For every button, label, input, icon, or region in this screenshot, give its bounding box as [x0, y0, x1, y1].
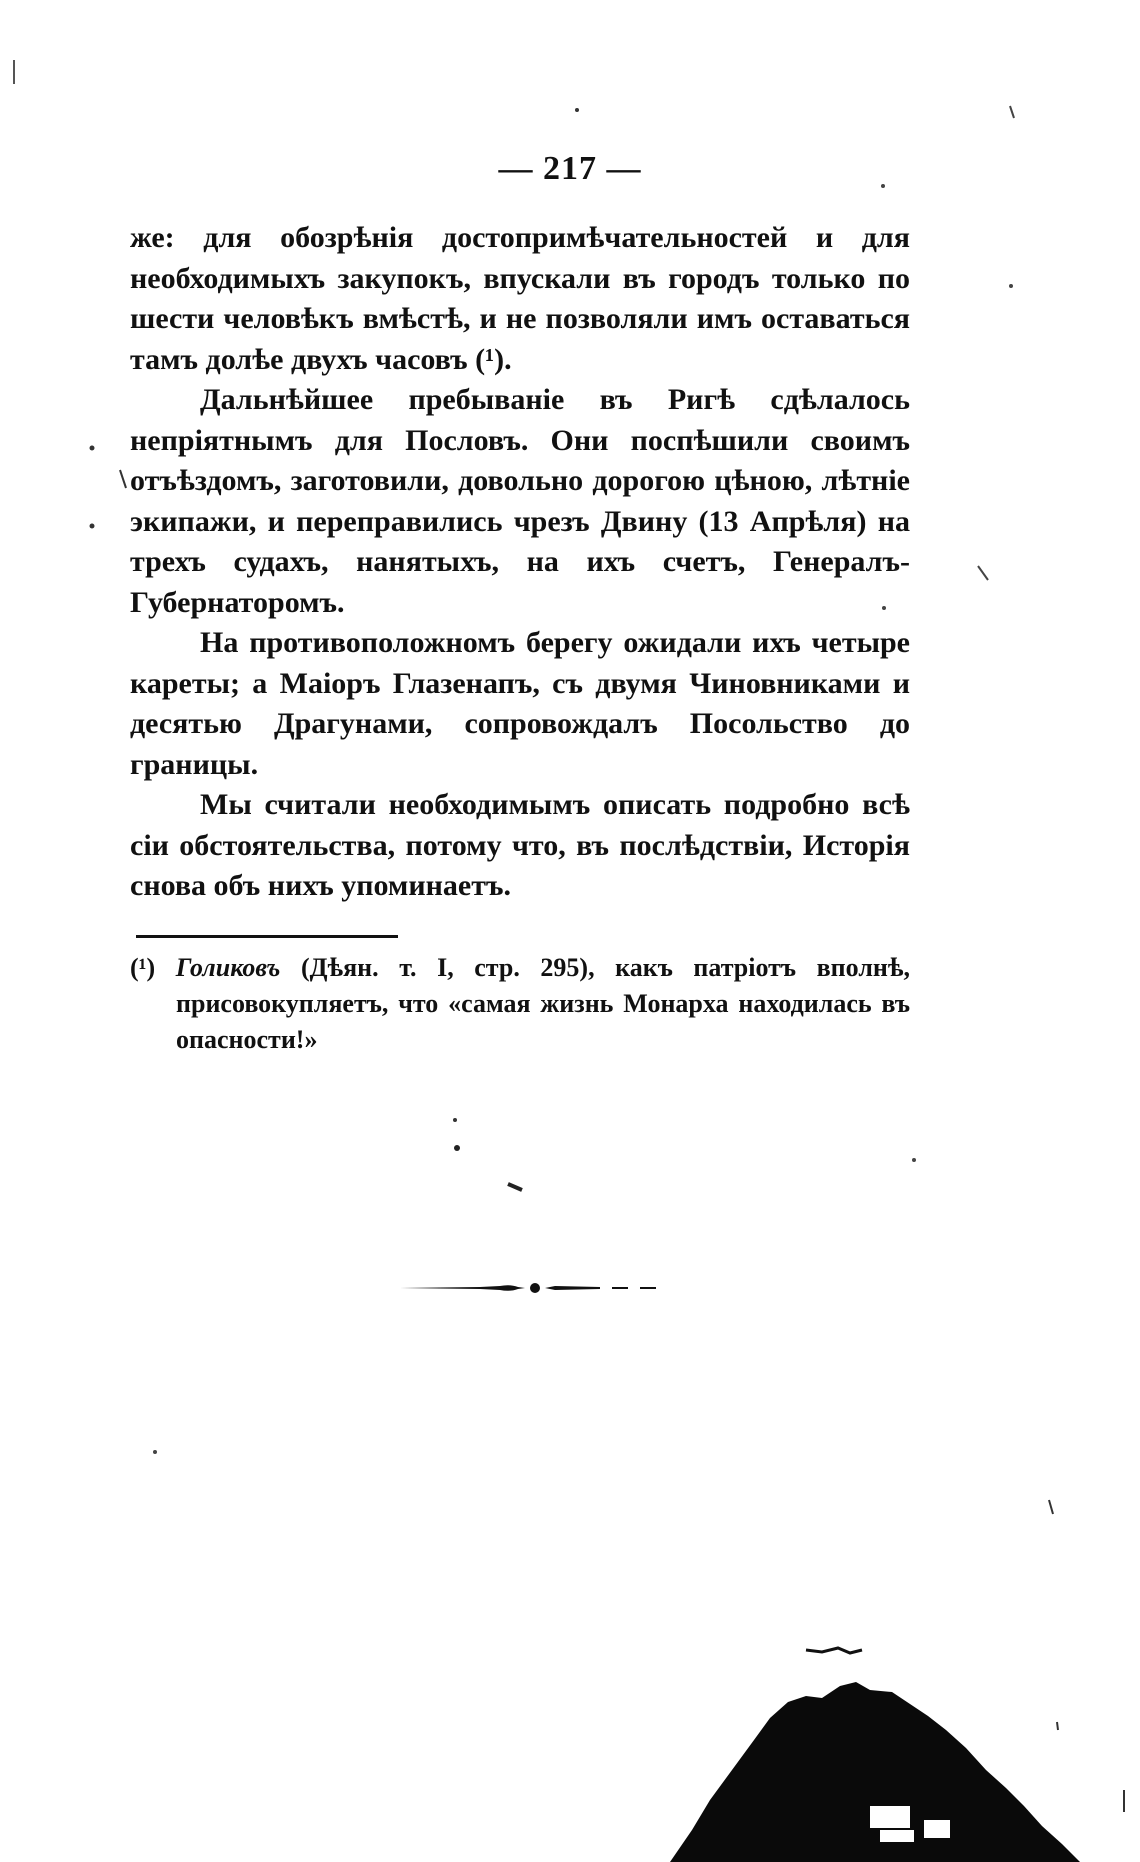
paragraph-4: Мы считали необходимымъ описать подробно всѣ сіи обстоятельства, потому что, въ послѣдствіи, Исторія снова объ нихъ упоминаетъ.	[130, 788, 910, 902]
ink-blot	[670, 1630, 1140, 1862]
paragraph-3: На противоположномъ берегу ожидали ихъ четыре кареты; а Маіоръ Глазенапъ, съ двумя Чиновниками и десятью Драгунами, сопровождалъ Посольство до границы.	[130, 626, 910, 781]
footnote-author: Голиковъ	[175, 953, 281, 982]
footnote-rule	[136, 935, 398, 938]
page-number: — 217 —	[498, 150, 642, 187]
paragraph-2: Дальнѣйшее пребываніе въ Ригѣ сдѣлалось непріятнымъ для Пословъ. Они поспѣшили своимъ отъѣздомъ, заготовили, довольно дорогою цѣною, лѣтніе экипажи, и переправились чрезъ Двину (13 Апрѣля) на трехъ судахъ, нанятыхъ, на ихъ счетъ, Генералъ-Губернаторомъ.	[130, 383, 910, 619]
tailpiece-ornament	[400, 1276, 680, 1300]
footnote-marker: (¹)	[130, 953, 156, 982]
footnote-text: (Дѣян. т. I, стр. 295), какъ патріотъ вполнѣ, присовокупляетъ, что «самая жизнь Монарха находилась въ опасности!»	[176, 953, 910, 1054]
paragraph-1: же: для обозрѣнія достопримѣчательностей и для необходимыхъ закупокъ, впускали въ городъ только по шести человѣкъ вмѣстѣ, и не позволяли имъ оставаться тамъ долѣе двухъ часовъ (¹).	[130, 221, 910, 376]
footnote-line	[130, 950, 910, 1058]
footnote	[130, 950, 910, 1058]
main-text	[130, 218, 910, 907]
